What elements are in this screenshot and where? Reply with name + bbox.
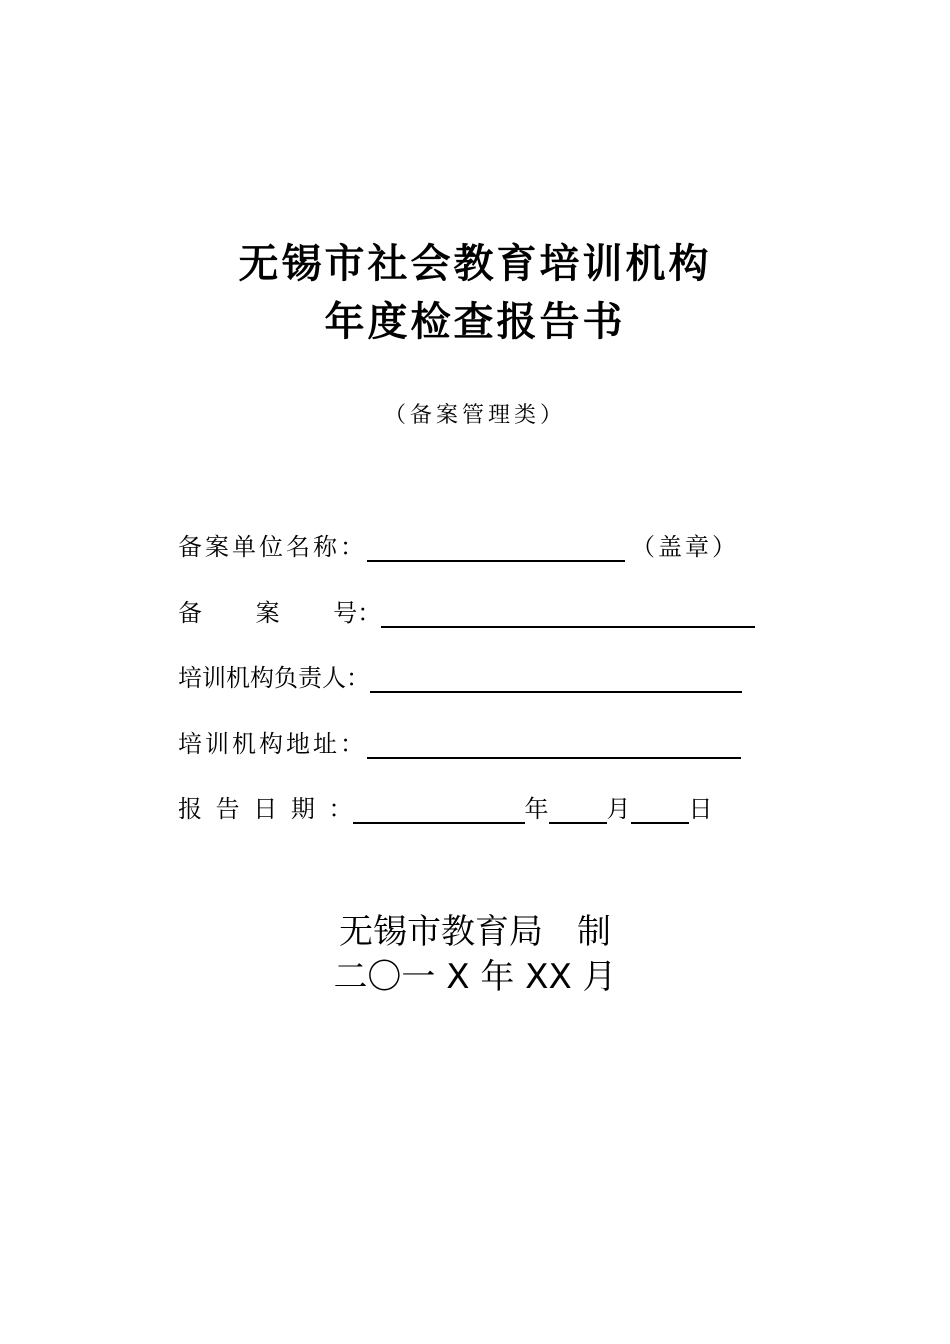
document-title-line1: 无锡市社会教育培训机构 xyxy=(238,240,712,287)
address-field[interactable] xyxy=(367,727,741,759)
person-in-charge-label: 培训机构负责人： xyxy=(178,664,370,692)
unit-name-row xyxy=(178,526,739,562)
record-number-field[interactable] xyxy=(381,596,755,628)
document-title-line2: 年度检查报告书 xyxy=(324,298,626,345)
record-number-row xyxy=(178,592,755,628)
seal-note: （盖章） xyxy=(631,533,739,561)
address-label: 培训机构地址： xyxy=(178,730,367,758)
year-unit: 年 xyxy=(524,795,549,823)
month-unit: 月 xyxy=(606,795,631,823)
day-unit: 日 xyxy=(688,795,713,823)
person-in-charge-field[interactable] xyxy=(370,661,742,693)
person-in-charge-row xyxy=(178,657,742,693)
report-date-label: 报 告 日 期 ： xyxy=(178,795,353,823)
record-number-label: 备 案 号： xyxy=(178,599,382,627)
address-row xyxy=(178,723,741,759)
document-subtitle: （备案管理类） xyxy=(383,403,566,428)
month-field[interactable] xyxy=(549,792,607,824)
issue-date-line: 二〇一 X 年 XX 月 xyxy=(333,957,617,997)
report-date-row xyxy=(178,788,713,824)
unit-name-label: 备案单位名称： xyxy=(178,533,367,561)
unit-name-field[interactable] xyxy=(367,530,625,562)
year-field[interactable] xyxy=(353,792,525,824)
day-field[interactable] xyxy=(631,792,689,824)
issuer-line: 无锡市教育局 制 xyxy=(339,912,611,952)
